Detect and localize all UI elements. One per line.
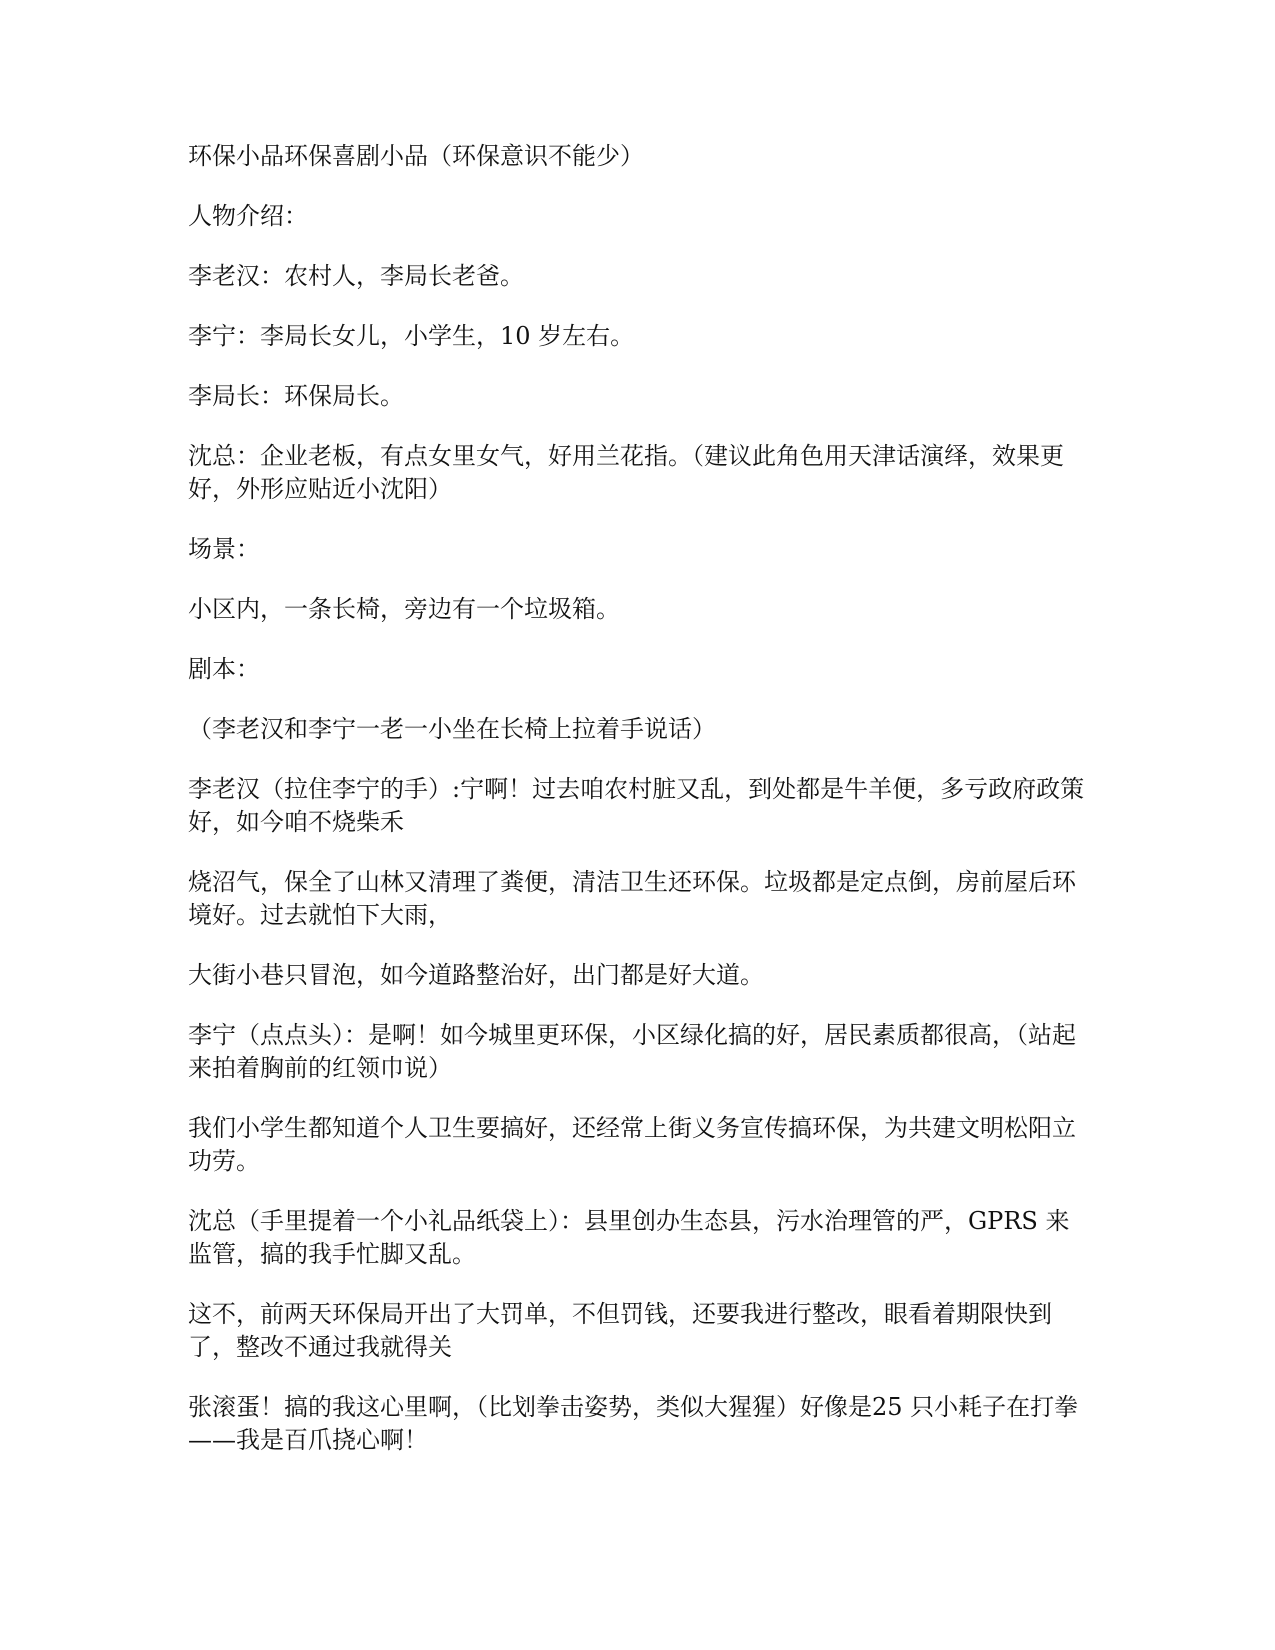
dialogue-line: 李宁（点点头）：是啊！如今城里更环保，小区绿化搞的好，居民素质都很高，（站起来拍着胸前的红领巾说）	[188, 1021, 1076, 1082]
character-li-ning: 李宁：李局长女儿，小学生，10 岁左右。	[188, 322, 635, 350]
character-shen-zong: 沈总：企业老板，有点女里女气，好用兰花指。（建议此角色用天津话演绎，效果更好，外形应贴近小沈阳）	[188, 442, 1064, 503]
dialogue-line: 李老汉（拉住李宁的手）:宁啊！过去咱农村脏又乱，到处都是牛羊便，多亏政府政策好，如今咱不烧柴禾	[188, 775, 1085, 836]
section-heading-scene: 场景：	[188, 535, 260, 563]
scene-description: 小区内，一条长椅，旁边有一个垃圾箱。	[188, 595, 620, 623]
document-body	[188, 140, 1088, 1484]
dialogue-line: 这不，前两天环保局开出了大罚单，不但罚钱，还要我进行整改，眼看着期限快到了，整改不通过我就得关	[188, 1300, 1052, 1361]
section-heading-characters: 人物介绍：	[188, 202, 308, 230]
stage-direction: （李老汉和李宁一老一小坐在长椅上拉着手说话）	[188, 715, 716, 743]
dialogue-line: 我们小学生都知道个人卫生要搞好，还经常上街义务宣传搞环保，为共建文明松阳立功劳。	[188, 1114, 1076, 1175]
section-heading-script: 剧本：	[188, 655, 260, 683]
character-li-juzhang: 李局长：环保局长。	[188, 382, 404, 410]
dialogue-line: 沈总（手里提着一个小礼品纸袋上）：县里创办生态县，污水治理管的严，GPRS 来监管，搞的我手忙脚又乱。	[188, 1207, 1070, 1268]
dialogue-line: 烧沼气，保全了山林又清理了粪便，清洁卫生还环保。垃圾都是定点倒，房前屋后环境好。过去就怕下大雨，	[188, 868, 1076, 929]
dialogue-line: 张滚蛋！搞的我这心里啊，（比划拳击姿势，类似大猩猩）好像是25 只小耗子在打拳——我是百爪挠心啊！	[188, 1393, 1079, 1454]
character-li-laohan: 李老汉：农村人，李局长老爸。	[188, 262, 524, 290]
document-title: 环保小品环保喜剧小品（环保意识不能少）	[188, 142, 644, 170]
dialogue-line: 大街小巷只冒泡，如今道路整治好，出门都是好大道。	[188, 961, 764, 989]
